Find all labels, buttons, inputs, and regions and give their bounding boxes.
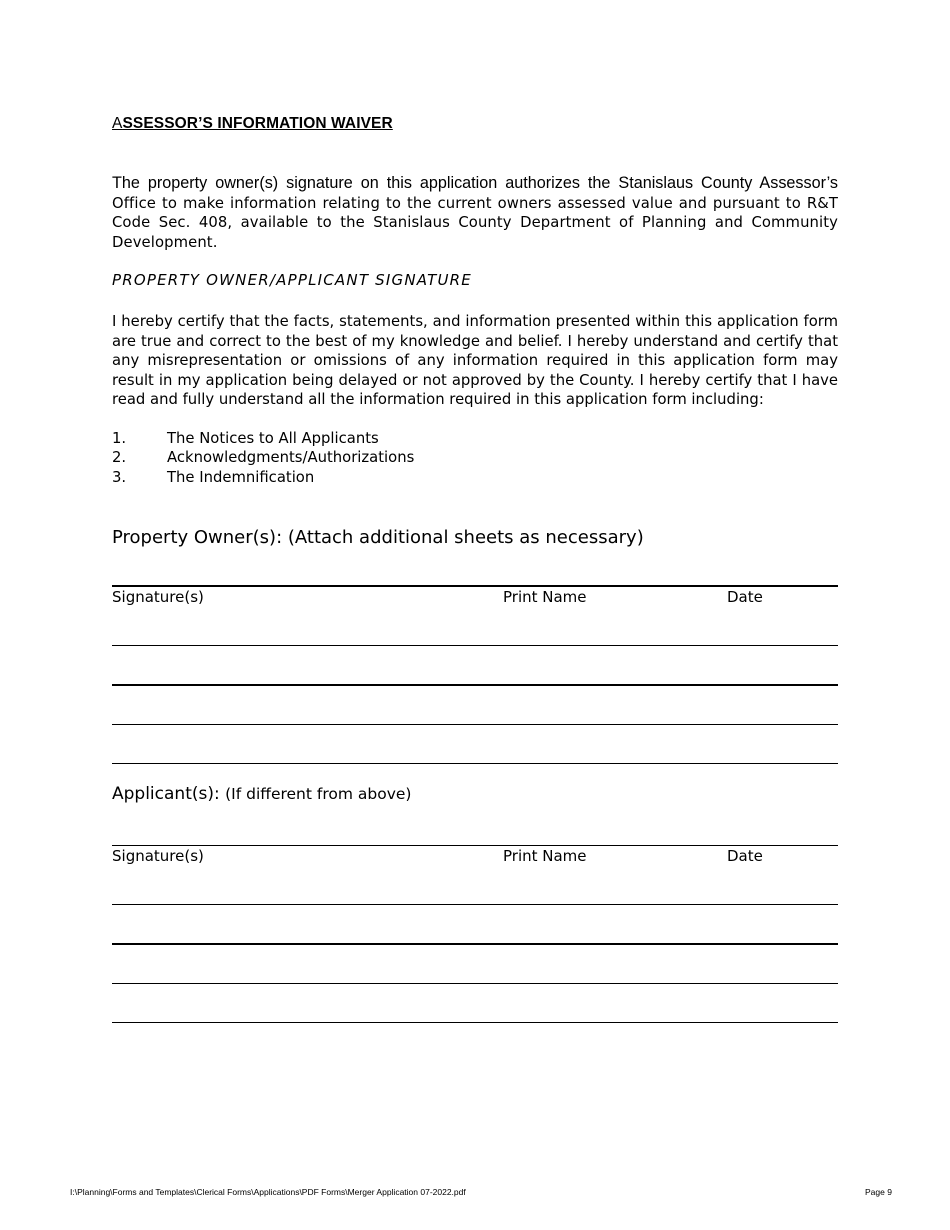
property-owner-heading: Property Owner(s): (Attach additional sheets as necessary) [112, 527, 644, 548]
signature-section-heading: PROPERTY OWNER/APPLICANT SIGNATURE [112, 271, 472, 289]
assessor-waiver-heading [112, 115, 393, 133]
applicant-signature-line[interactable] [112, 845, 838, 846]
list-item-number: 2. [112, 449, 127, 466]
list-item-text: The Notices to All Applicants [167, 430, 379, 447]
footer-file-path: I:\Planning\Forms and Templates\Clerical Forms\Applications\PDF Forms\Merger Application 07-2022.pdf [70, 1187, 466, 1197]
heading-rest: SSESSOR’S INFORMATION WAIVER [122, 115, 393, 132]
applicant-signature-column-label: Signature(s) [112, 847, 204, 865]
list-item-text: Acknowledgments/Authorizations [167, 449, 415, 466]
applicant-signature-line[interactable] [112, 983, 838, 984]
owner-signature-line[interactable] [112, 763, 838, 764]
applicant-signature-line[interactable] [112, 1022, 838, 1023]
footer-page-number: Page 9 [865, 1187, 892, 1197]
owner-signature-line[interactable] [112, 684, 838, 686]
applicant-heading [112, 784, 411, 804]
owner-signature-column-label: Signature(s) [112, 588, 204, 606]
waiver-paragraph-rest: Office to make information relating to the current owners assessed value and pursuant to R&T Code Sec. 408, available to the Stanislaus County Department of Planning and Community Development. [112, 194, 838, 251]
applicant-print-name-column-label: Print Name [503, 847, 587, 865]
owner-signature-line[interactable] [112, 585, 838, 587]
heading-initial: A [112, 115, 123, 132]
applicant-date-column-label: Date [727, 847, 763, 865]
applicant-heading-sub: (If different from above) [225, 785, 412, 803]
owner-signature-line[interactable] [112, 645, 838, 646]
waiver-paragraph [112, 174, 838, 252]
applicant-signature-line[interactable] [112, 904, 838, 905]
applicant-heading-main: Applicant(s): [112, 784, 220, 804]
list-item-number: 1. [112, 430, 127, 447]
list-item-number: 3. [112, 469, 127, 486]
owner-date-column-label: Date [727, 588, 763, 606]
owner-print-name-column-label: Print Name [503, 588, 587, 606]
applicant-signature-line[interactable] [112, 943, 838, 945]
waiver-paragraph-first-line: The property owner(s) signature on this application authorizes the Stanislaus County Assessor’s [112, 174, 838, 192]
certification-paragraph: I hereby certify that the facts, statements, and information presented within this application form are true and correct to the best of my knowledge and belief. I hereby understand and certify that any misrepresentation or omissions of any information required in this application form may result in my application being delayed or not approved by the County. I hereby certify that I have read and fully understand all the information required in this application form including: [112, 313, 838, 409]
owner-signature-line[interactable] [112, 724, 838, 725]
list-item-text: The Indemnification [167, 469, 315, 486]
